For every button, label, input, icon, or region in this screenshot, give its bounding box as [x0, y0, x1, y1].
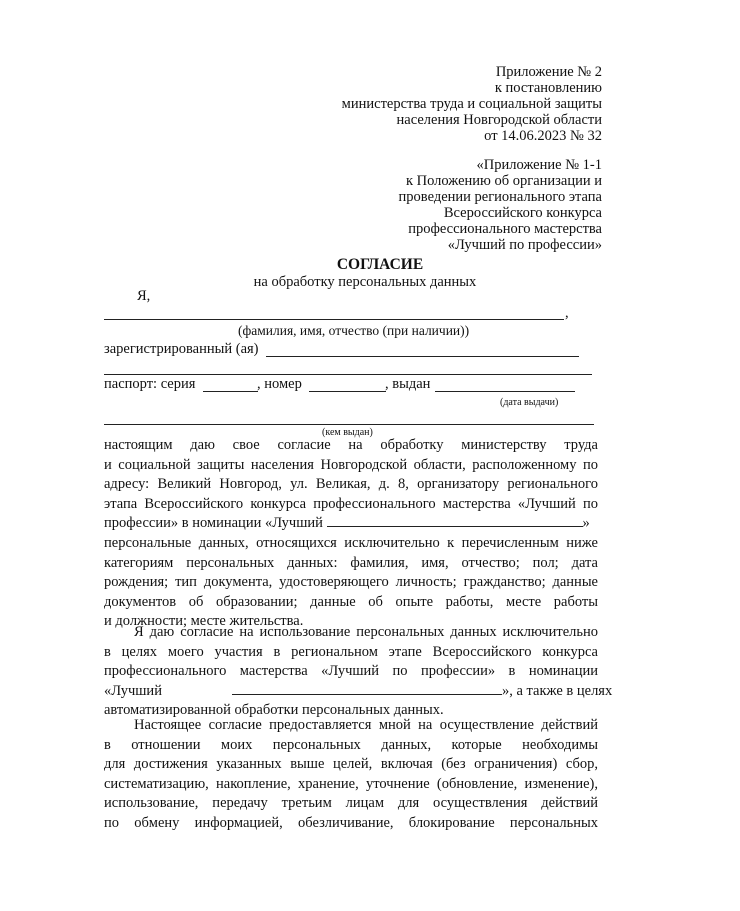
- nomination-suffix: », а также в целях: [501, 682, 613, 699]
- passport-number-label: , номер: [257, 376, 302, 392]
- text-line: этапа Всероссийского конкурса профессионального мастерства «Лучший по: [104, 495, 598, 512]
- nomination-prefix: профессии» в номинации «Лучший: [104, 515, 323, 532]
- passport-series-label: паспорт: серия: [104, 376, 196, 392]
- issue-date-caption: (дата выдачи): [500, 397, 559, 408]
- text-line: Настоящее согласие предоставляется мной на осуществление действий: [134, 717, 598, 733]
- text-line: Я даю согласие на использование персональных данных исключительно: [134, 624, 598, 640]
- text-line: рождения; тип документа, удостоверяющего личность; гражданство; данные: [104, 574, 598, 591]
- registered-line[interactable]: [266, 356, 579, 357]
- document-subtitle: на обработку персональных данных: [253, 274, 477, 290]
- nomination-suffix: »: [582, 515, 590, 532]
- text-line: категориям персональных данных: фамилия, имя, отчество; пол; дата: [104, 554, 598, 571]
- passport-series-line[interactable]: [203, 391, 258, 392]
- nomination-line: [104, 514, 598, 534]
- nomination-prefix: «Лучший: [104, 682, 162, 699]
- consent-paragraph-3: [104, 716, 598, 834]
- header-line: Всероссийского конкурса: [443, 205, 602, 221]
- text-line: для достижения указанных выше целей, включая (без ограничения) сбор,: [104, 756, 598, 773]
- header-line: к Положению об организации и: [405, 173, 602, 189]
- fio-caption: (фамилия, имя, отчество (при наличии)): [238, 323, 470, 338]
- issued-by-caption: (кем выдан): [322, 427, 373, 438]
- text-line: по обмену информацией, обезличивание, блокирование персональных: [104, 814, 598, 831]
- address-line[interactable]: [104, 374, 592, 375]
- ya-label: Я,: [137, 288, 151, 304]
- text-line: систематизацию, накопление, хранение, уточнение (обновление, изменение),: [104, 775, 598, 792]
- text-line: документов об образовании; данные об опыте работы, месте работы: [104, 593, 598, 610]
- header-line: министерства труда и социальной защиты: [341, 96, 602, 112]
- text-line: и должности; месте жительства.: [104, 613, 304, 630]
- text-line: автоматизированной обработки персональных данных.: [104, 702, 444, 719]
- nomination-blank[interactable]: [232, 682, 502, 695]
- header-line: Приложение № 2: [495, 64, 602, 80]
- text-line: профессионального мастерства «Лучший по профессии» в номинации: [104, 663, 598, 680]
- header-line: «Приложение № 1-1: [476, 157, 602, 173]
- nomination-line: [104, 682, 613, 702]
- header-line: профессионального мастерства: [408, 221, 602, 237]
- regulation-header: [399, 157, 602, 253]
- text-line: в отношении моих персональных данных, которые необходимы: [104, 736, 598, 753]
- header-line: к постановлению: [494, 80, 602, 96]
- header-line: проведении регионального этапа: [398, 189, 602, 205]
- fio-line[interactable]: [104, 319, 564, 320]
- text-line: персональные данных, относящихся исключительно к перечисленным ниже: [104, 534, 598, 551]
- consent-paragraph-2: [104, 623, 613, 721]
- registered-label: зарегистрированный (ая): [104, 341, 259, 357]
- text-line: использование, передачу третьим лицам для осуществления действий: [104, 795, 598, 812]
- passport-number-line[interactable]: [309, 391, 386, 392]
- text-line: адресу: Великий Новгород, ул. Великая, д. 8, организатору регионального: [104, 476, 598, 493]
- text-line: и социальной защиты населения Новгородской области, расположенному по: [104, 456, 598, 473]
- consent-paragraph-1: [104, 436, 598, 632]
- document-title: СОГЛАСИЕ: [336, 256, 424, 273]
- text-line: настоящим даю свое согласие на обработку министерству труда: [104, 437, 598, 453]
- passport-issued-line[interactable]: [435, 391, 575, 392]
- nomination-blank[interactable]: [327, 514, 583, 527]
- text-line: в целях моего участия в региональном этапе Всероссийского конкурса: [104, 643, 598, 660]
- header-line: от 14.06.2023 № 32: [484, 128, 602, 144]
- appendix-header: [342, 64, 602, 144]
- issued-by-line[interactable]: [104, 424, 594, 425]
- header-line: «Лучший по профессии»: [447, 237, 602, 253]
- fio-comma: ,: [565, 305, 569, 321]
- passport-issued-label: , выдан: [385, 376, 431, 392]
- header-line: населения Новгородской области: [396, 112, 602, 128]
